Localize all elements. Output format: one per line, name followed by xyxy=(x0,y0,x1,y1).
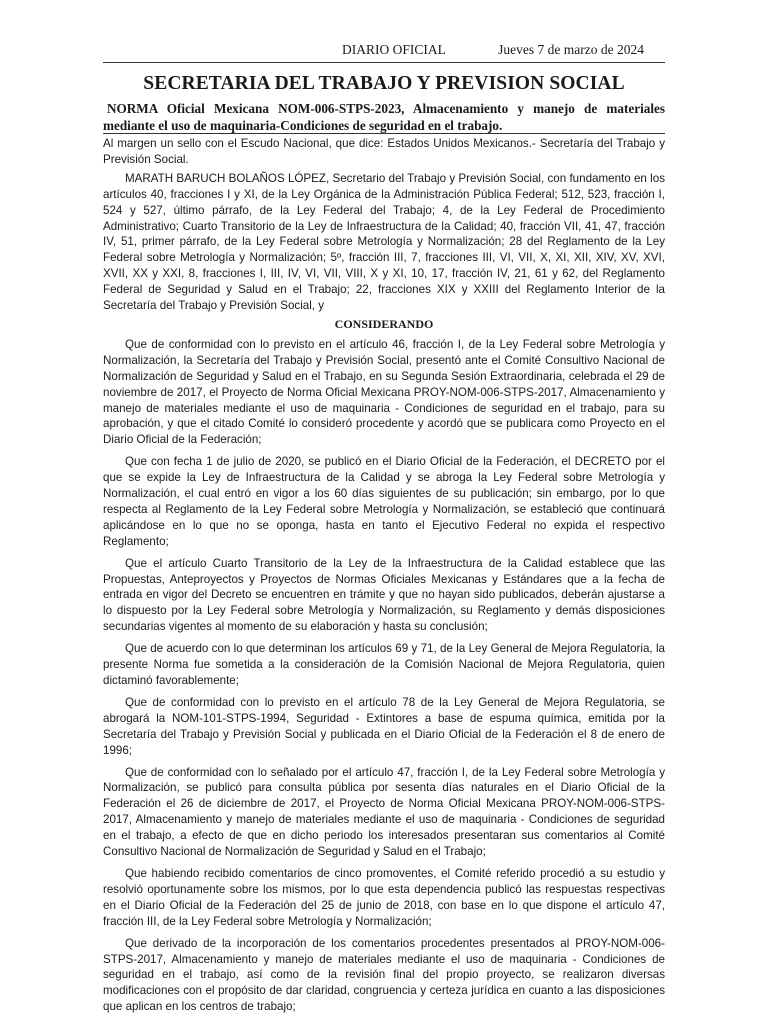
agency-heading: SECRETARIA DEL TRABAJO Y PREVISION SOCIAL xyxy=(143,73,625,94)
norm-title: NORMA Oficial Mexicana NOM-006-STPS-2023, Almacenamiento y manejo de materiales mediante el uso de maquinaria-Condiciones de seguridad en el trabajo. xyxy=(103,101,665,133)
header-rule xyxy=(103,62,665,63)
considerando-paragraph-3: Que el artículo Cuarto Transitorio de la Ley de la Infraestructura de la Calidad establece que las Propuestas, Anteproyectos y Proyectos de Normas Oficiales Mexicanas y Estándares que a la fecha de entrada en vigor del Decreto se encuentren en trámite y que no hayan sido publicados, deberán ajustarse a lo dispuesto por la Ley Federal sobre Metrología y Normalización, su Reglamento y demás disposiciones secundarias vigentes al momento de su elaboración y hasta su conclusión; xyxy=(103,556,665,634)
considerando-paragraph-8: Que derivado de la incorporación de los comentarios procedentes presentados al PROY-NOM-006-STPS-2017, Almacenamiento y manejo de materiales mediante el uso de maquinaria - Condiciones de seguridad en el trabajo, así como de la revisión final del propio proyecto, se realizaron diversas modificaciones con el propósito de dar claridad, congruencia y certeza jurídica en cuanto a las disposiciones que aplican en los centros de trabajo; xyxy=(103,936,665,1014)
considerando-paragraph-1: Que de conformidad con lo previsto en el artículo 46, fracción I, de la Ley Federal sobre Metrología y Normalización, la Secretaría del Trabajo y Previsión Social, presentó ante el Comité Consultivo Nacional de Normalización de Seguridad y Salud en el Trabajo, en su Segunda Sesión Extraordinaria, celebrada el 29 de noviembre de 2017, el Proyecto de Norma Oficial Mexicana PROY-NOM-006-STPS-2017, Almacenamiento y manejo de materiales mediante el uso de maquinaria - Condiciones de seguridad en el trabajo, para su aprobación, y que el citado Comité lo consideró procedente y acordó que se publicara como Proyecto en el Diario Oficial de la Federación; xyxy=(103,337,665,447)
title-rule xyxy=(103,133,665,134)
document-body xyxy=(103,136,665,1021)
considerando-paragraph-4: Que de acuerdo con lo que determinan los artículos 69 y 71, de la Ley General de Mejora Regulatoria, la presente Norma fue sometida a la consideración de la Comisión Nacional de Mejora Regulatoria, quien dictaminó favorablemente; xyxy=(103,642,665,687)
considerando-paragraph-2: Que con fecha 1 de julio de 2020, se publicó en el Diario Oficial de la Federación, el DECRETO por el que se expide la Ley de Infraestructura de la Calidad y se abroga la Ley Federal sobre Metrología y Normalización, el cual entró en vigor a los 60 días siguientes de su publicación; sin embargo, por lo que respecta al Reglamento de la Ley Federal sobre Metrología y Normalización, se estableció que continuará aplicándose en lo que no se oponga, hasta en tanto el Ejecutivo Federal no expida el respectivo Reglamento; xyxy=(103,455,665,548)
considerando-paragraph-5: Que de conformidad con lo previsto en el artículo 78 de la Ley General de Mejora Regulatoria, se abrogará la NOM-101-STPS-1994, Seguridad - Extintores a base de espuma química, emitida por la Secretaría del Trabajo y Previsión Social y publicada en el Diario Oficial de la Federación el 8 de enero de 1996; xyxy=(103,695,665,757)
margin-note: Al margen un sello con el Escudo Nacional, que dice: Estados Unidos Mexicanos.- Secretaría del Trabajo y Previsión Social. xyxy=(103,137,665,166)
publication-date: Jueves 7 de marzo de 2024 xyxy=(498,42,644,57)
considerando-heading: CONSIDERANDO xyxy=(334,316,434,331)
preamble-paragraph: MARATH BARUCH BOLAÑOS LÓPEZ, Secretario del Trabajo y Previsión Social, con fundamento en los artículos 40, fracciones I y XI, de la Ley Orgánica de la Administración Pública Federal; 512, 523, fracción I, 524 y 527, último párrafo, de la Ley Federal del Trabajo; 4, de la Ley Federal de Procedimiento Administrativo; Cuarto Transitorio de la Ley de Infraestructura de la Calidad; 40, fracción VII, 41, 47, fracción IV, 51, primer párrafo, de la Ley Federal sobre Metrología y Normalización; 28 del Reglamento de la Ley Federal sobre Metrología y Normalización; 5º, fracción III, 7, fracciones III, VI, VII, X, XI, XII, XIV, XV, XVI, XVII, XX y XXI, 8, fracciones I, III, IV, VI, VII, VIII, X y XI, 10, 17, fracción IV, 21, 61 y 62, del Reglamento Federal de Seguridad y Salud en el Trabajo; 22, fracciones XIX y XXIII del Reglamento Interior de la Secretaría del Trabajo y Previsión Social, y xyxy=(103,171,665,313)
considerando-paragraph-7: Que habiendo recibido comentarios de cinco promoventes, el Comité referido procedió a su estudio y resolvió oportunamente sobre los mismos, por lo que esta dependencia publicó las respuestas respectivas en el Diario Oficial de la Federación del 25 de junio de 2018, con base en lo que dispone el artículo 47, fracción III, de la Ley Federal sobre Metrología y Normalización; xyxy=(103,866,665,928)
considerando-paragraph-6: Que de conformidad con lo señalado por el artículo 47, fracción I, de la Ley Federal sobre Metrología y Normalización, se publicó para consulta pública por sesenta días naturales en el Diario Oficial de la Federación el 26 de diciembre de 2017, el Proyecto de Norma Oficial Mexicana PROY-NOM-006-STPS-2017, Almacenamiento y manejo de materiales mediante el uso de maquinaria - Condiciones de seguridad en el trabajo, a efecto de que en dicho periodo los interesados presentaran sus comentarios al Comité Consultivo Nacional de Normalización de Seguridad y Salud en el Trabajo; xyxy=(103,765,665,859)
publication-name: DIARIO OFICIAL xyxy=(342,42,446,57)
